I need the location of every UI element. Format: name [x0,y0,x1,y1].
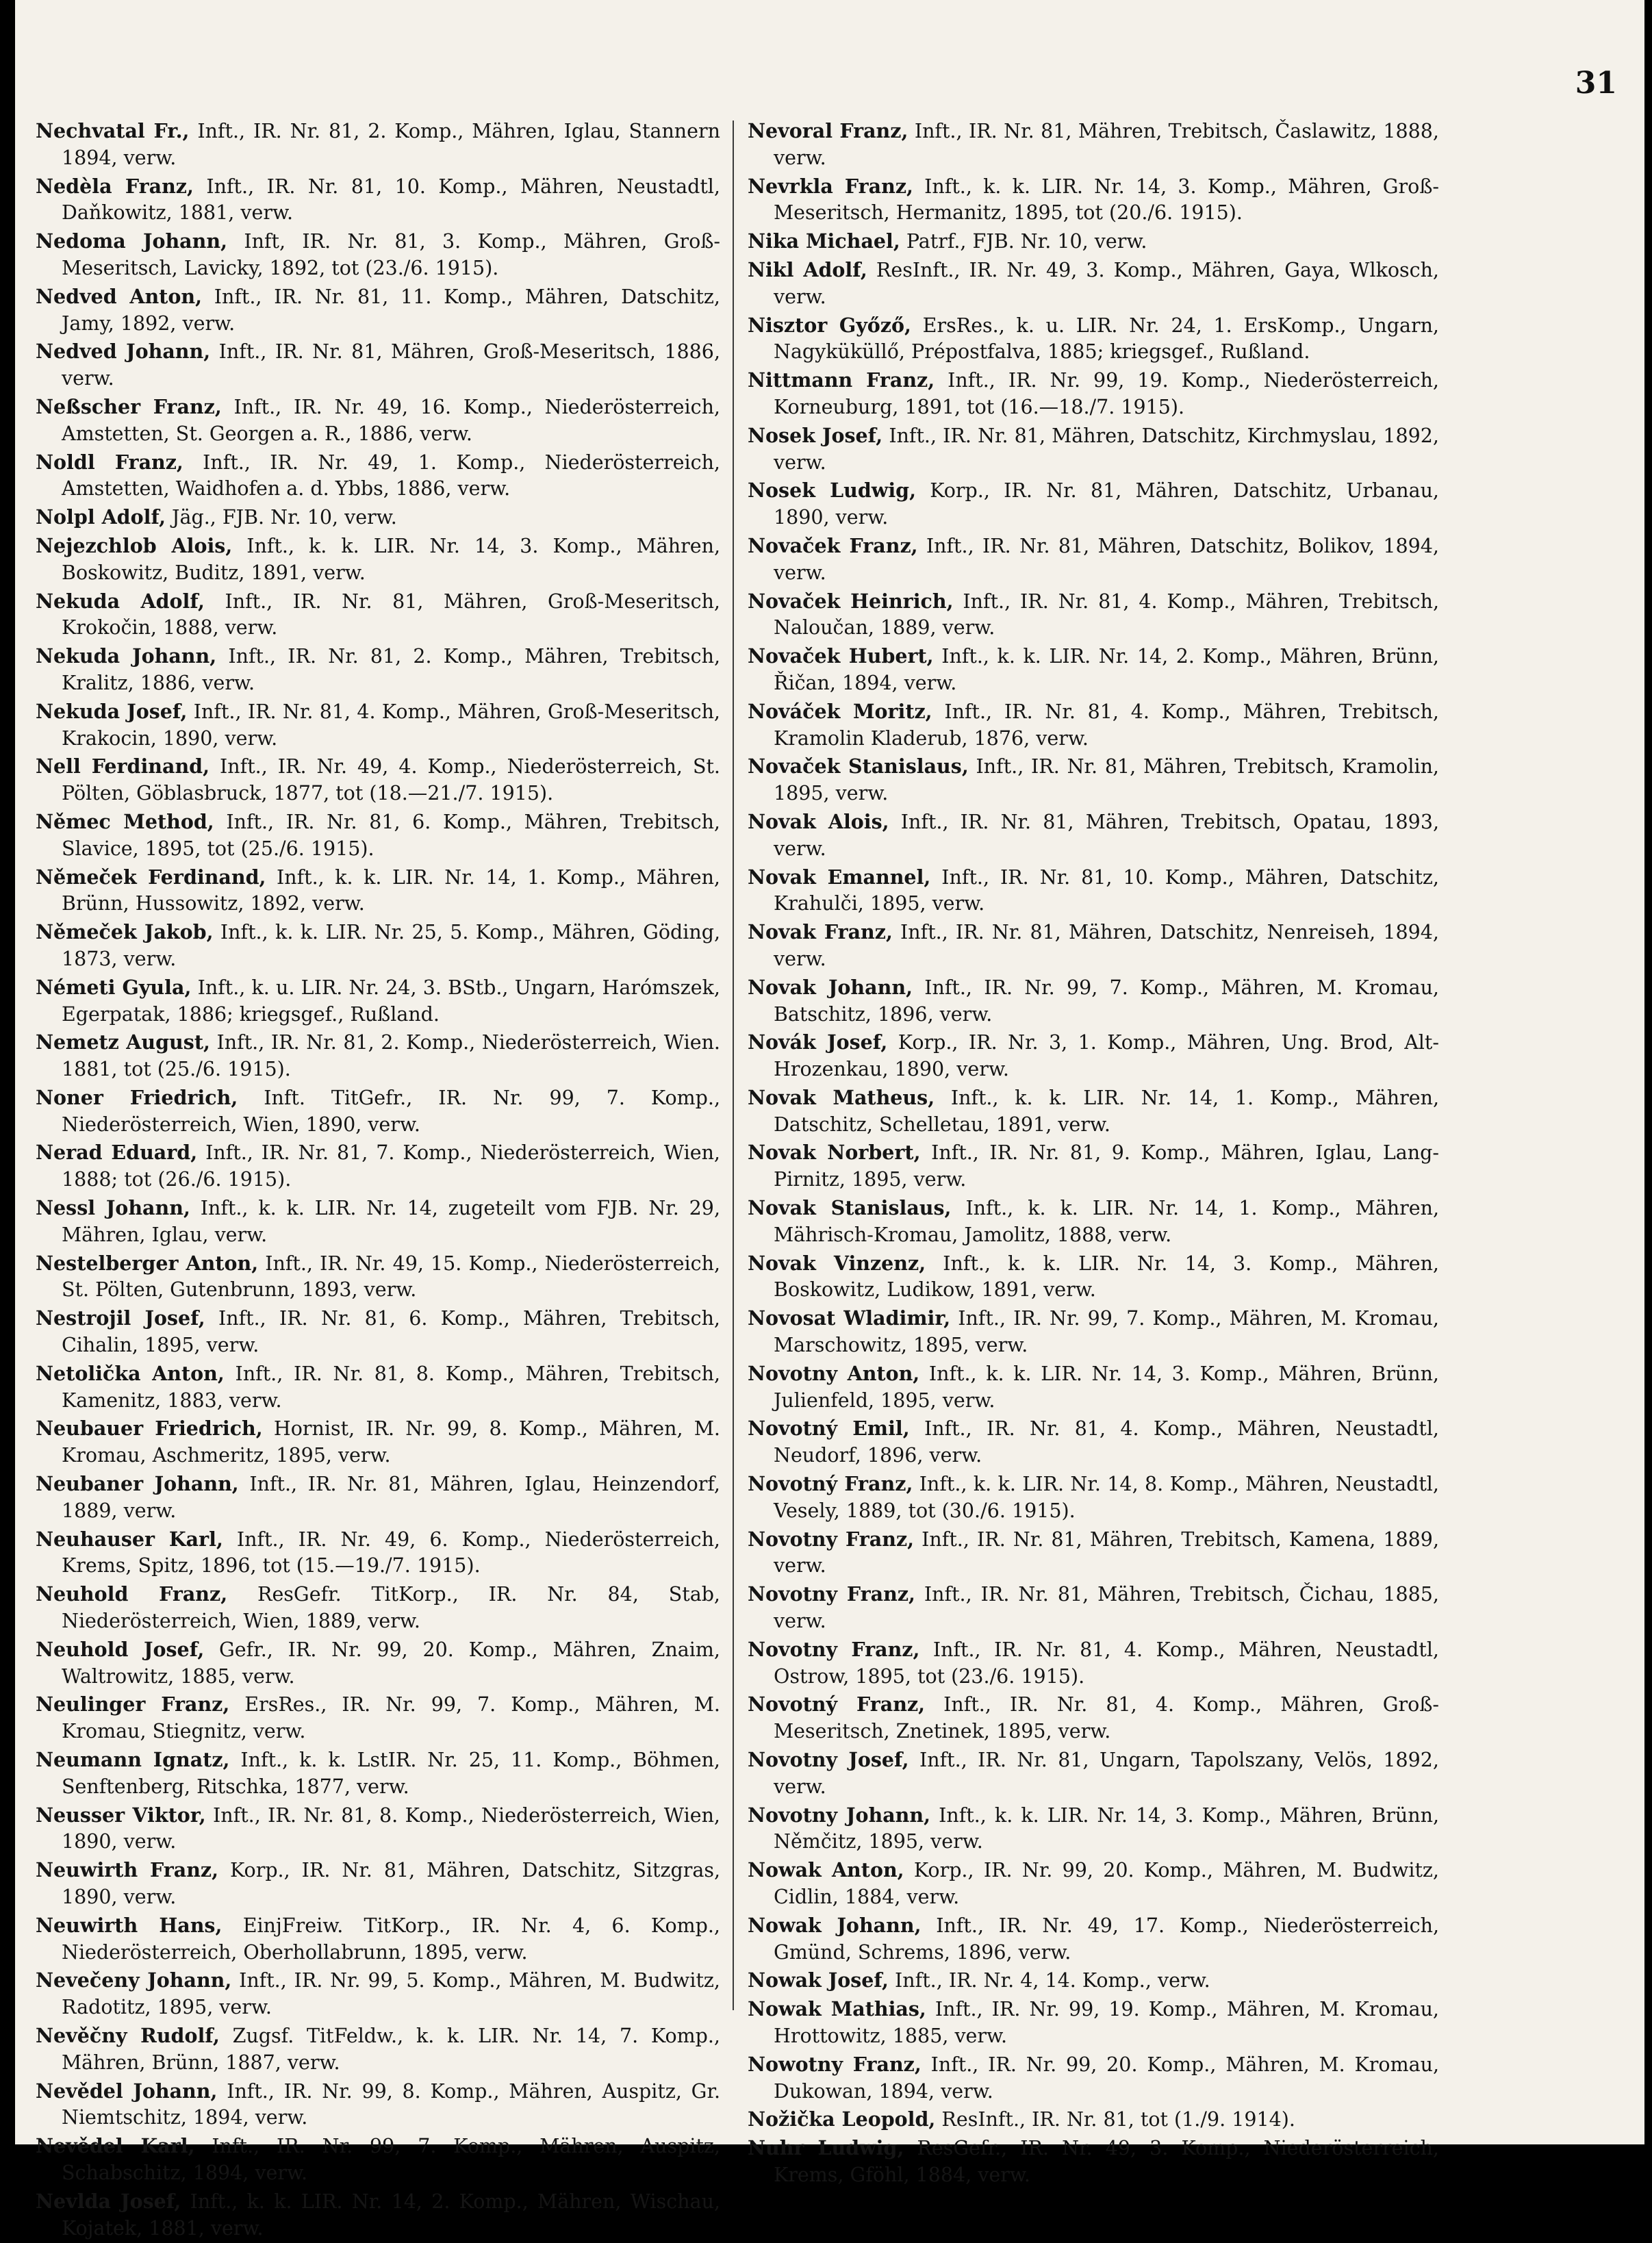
register-entry [36,1415,720,1469]
entry-details: Jäg., FJB. Nr. 10, verw. [166,506,397,529]
register-entry [36,449,720,503]
register-entry [36,1305,720,1359]
entry-name: Nowotny Franz, [748,2052,922,2076]
entry-name: Noldl Franz, [36,450,183,474]
register-entry [36,1029,720,1083]
entry-details: Inft., IR. Nr. 99, 8. Komp., Mähren, Auspitz, Gr. Niemtschitz, 1894, verw. [62,2079,721,2129]
entry-name: Nevoral Franz, [748,119,908,142]
entry-details: Inft, IR. Nr. 81, 3. Komp., Mähren, Groß-Meseritsch, Lavicky, 1892, tot (23./6. 1915). [62,230,721,279]
entry-details: EinjFreiw. TitKorp., IR. Nr. 4, 6. Komp., Niederösterreich, Oberhollabrunn, 1895, verw. [62,1914,720,1964]
register-entry [748,1636,1439,1690]
register-entry [748,422,1439,477]
register-entry [36,1250,720,1304]
register-entry [748,2135,1439,2189]
entry-name: Novotny Franz, [748,1582,915,1606]
entry-name: Nestrojil Josef, [36,1306,205,1330]
entry-details: Inft., IR. Nr. 81, Ungarn, Tapolszany, Velös, 1892, verw. [774,1749,1439,1798]
entry-name: Nožička Leopold, [748,2107,936,2131]
register-entry [748,1857,1439,1911]
entry-details: Inft., k. k. LIR. Nr. 14, 3. Komp., Mähren, Boskowitz, Ludikow, 1891, verw. [774,1252,1439,1302]
entry-details: Inft., IR. Nr. 81, 6. Komp., Mähren, Trebitsch, Slavice, 1895, tot (25./6. 1915). [62,810,720,860]
entry-details: Inft., IR. Nr. 99, 5. Komp., Mähren, M. Budwitz, Radotitz, 1895, verw. [62,1969,720,2019]
entry-name: Nuhr Ludwig, [748,2136,904,2160]
register-entry [748,643,1439,697]
entry-details: Inft., k. k. LIR. Nr. 14, 8. Komp., Mähren, Neustadtl, Vesely, 1889, tot (30./6. 1915). [774,1473,1439,1522]
entry-name: Nikl Adolf, [748,257,867,281]
entry-details: Inft., IR. Nr. 81, 8. Komp., Mähren, Trebitsch, Kamenitz, 1883, verw. [62,1362,720,1412]
register-entry [36,1581,720,1635]
register-entry [748,1912,1439,1966]
entry-details: Inft., IR. Nr. 49, 1. Komp., Niederösterreich, Amstetten, Waidhofen a. d. Ybbs, 1886, verw. [62,451,720,500]
entry-details: Korp., IR. Nr. 99, 20. Komp., Mähren, M. Budwitz, Cidlin, 1884, verw. [774,1859,1439,1908]
register-entry [36,698,720,752]
entry-name: Nejezchlob Alois, [36,533,233,557]
entry-details: Inft., k. k. LIR. Nr. 14, zugeteilt vom FJB. Nr. 29, Mähren, Iglau, verw. [62,1197,720,1246]
entry-name: Novak Alois, [748,809,889,833]
register-entry [748,1360,1439,1415]
entry-name: Neubaner Johann, [36,1472,239,1496]
register-entry [748,1195,1439,1249]
register-entry [36,118,720,172]
entry-name: Novotný Franz, [748,1472,913,1496]
register-entry [36,338,720,392]
entry-name: Novosat Wladimir, [748,1306,951,1330]
entry-details: ErsRes., k. u. LIR. Nr. 24, 1. ErsKomp., Ungarn, Nagyküküllő, Prépostfalva, 1885; kriegsgef., Rußland. [774,314,1439,364]
register-entry [36,588,720,642]
entry-details: Inft., k. k. LstIR. Nr. 25, 11. Komp., Böhmen, Senftenberg, Ritschka, 1877, verw. [62,1749,720,1798]
register-entry [36,753,720,807]
entry-details: ErsRes., IR. Nr. 99, 7. Komp., Mähren, M. Kromau, Stiegnitz, verw. [62,1693,720,1743]
entry-details: Inft., IR. Nr. 81, Mähren, Trebitsch, Kramolin, 1895, verw. [774,755,1439,805]
register-entry [36,394,720,448]
entry-details: Inft., IR. Nr. 81, 7. Komp., Niederösterreich, Wien, 1888; tot (26./6. 1915). [62,1141,720,1191]
entry-details: Inft., k. k. LIR. Nr. 14, 1. Komp., Mähren, Datschitz, Schelletau, 1891, verw. [774,1086,1440,1136]
register-entry [748,1085,1439,1139]
register-entry [748,1139,1439,1193]
entry-details: Inft., k. k. LIR. Nr. 14, 2. Komp., Mähren, Wischau, Kojatek, 1881, verw. [62,2190,720,2240]
register-entry [748,1967,1439,1994]
entry-name: Novaček Heinrich, [748,589,954,613]
entry-details: Inft., IR. Nr. 81, Mähren, Trebitsch, Časlawitz, 1888, verw. [774,120,1439,169]
register-entry [36,283,720,338]
entry-details: Inft., IR. Nr. 81, Mähren, Groß-Meseritsch, 1886, verw. [62,340,720,390]
entry-details: Inft., IR. Nr. 81, 4. Komp., Mähren, Neustadtl, Ostrow, 1895, tot (23./6. 1915). [774,1638,1439,1688]
entry-details: Inft., IR. Nr. 49, 17. Komp., Niederösterreich, Gmünd, Schrems, 1896, verw. [774,1914,1439,1964]
entry-name: Novotny Josef, [748,1748,909,1772]
entry-details: Zugsf. TitFeldw., k. k. LIR. Nr. 14, 7. Komp., Mähren, Brünn, 1887, verw. [62,2024,720,2074]
left-column [36,118,720,2243]
entry-name: Noner Friedrich, [36,1085,238,1109]
register-entry [748,477,1439,531]
entry-details: Inft., k. u. LIR. Nr. 24, 3. BStb., Ungarn, Harómszek, Egerpatak, 1886; kriegsgef., Rußland. [62,976,720,1026]
entry-name: Nedoma Johann, [36,229,228,253]
entry-details: Inft., IR. Nr. 81, 6. Komp., Mähren, Trebitsch, Cihalin, 1895, verw. [62,1307,720,1357]
entry-name: Nevědel Johann, [36,2079,218,2103]
entry-details: Inft., IR. Nr. 81, 4. Komp., Mähren, Trebitsch, Kramolin Kladerub, 1876, verw. [774,700,1439,750]
register-entry [748,257,1439,311]
entry-name: Nováček Moritz, [748,699,932,723]
entry-details: Inft., k. k. LIR. Nr. 14, 2. Komp., Mähren, Brünn, Řičan, 1894, verw. [774,645,1439,694]
entry-name: Nessl Johann, [36,1196,190,1220]
register-entry [36,1967,720,2021]
entry-details: Inft., IR. Nr. 81, 2. Komp., Niederösterreich, Wien. 1881, tot (25./6. 1915). [62,1031,720,1081]
register-entry [748,1471,1439,1525]
register-entry [36,1360,720,1415]
entry-details: Inft., k. k. LIR. Nr. 14, 3. Komp., Mähren, Brünn, Julienfeld, 1895, verw. [774,1362,1439,1412]
entry-name: Nedèla Franz, [36,174,194,198]
register-entry [36,1691,720,1745]
register-entry [36,2023,720,2077]
entry-name: Németi Gyula, [36,975,192,999]
entry-details: Inft., k. k. LIR. Nr. 14, 3. Komp., Mähren, Brünn, Němčitz, 1895, verw. [774,1803,1440,1853]
register-entry [748,533,1439,587]
register-entry [748,753,1439,807]
entry-details: Inft., IR. Nr. 4, 14. Komp., verw. [888,1969,1210,1992]
entry-details: Inft., k. k. LIR. Nr. 14, 3. Komp., Mähren, Groß-Meseritsch, Hermanitz, 1895, tot (20./6. 1915). [774,175,1439,225]
register-entry [748,1802,1439,1856]
entry-details: Inft., IR. Nr. 81, Mähren, Datschitz, Nenreiseh, 1894, verw. [774,921,1439,970]
entry-details: Inft., IR. Nr. 81, Mähren, Trebitsch, Čichau, 1885, verw. [774,1583,1439,1633]
entry-details: Inft., IR. Nr. 99, 19. Komp., Niederösterreich, Korneuburg, 1891, tot (16.—18./7. 1915). [774,369,1439,418]
entry-details: Inft., IR. Nr. 99, 20. Komp., Mähren, M. Kromau, Dukowan, 1894, verw. [774,2053,1440,2103]
entry-name: Novotný Franz, [748,1693,926,1716]
register-entry [748,173,1439,227]
entry-name: Nedved Anton, [36,284,202,308]
entry-details: Inft., IR. Nr. 81, 4. Komp., Mähren, Trebitsch, Naloučan, 1889, verw. [774,590,1440,639]
register-entry [36,1636,720,1690]
entry-name: Novak Matheus, [748,1085,935,1109]
entry-name: Nevěčny Rudolf, [36,2023,220,2047]
entry-details: Inft., IR. Nr. 81, Mähren, Trebitsch, Opatau, 1893, verw. [774,810,1440,860]
entry-name: Neuhold Josef, [36,1637,205,1661]
entry-name: Neusser Viktor, [36,1803,206,1827]
register-entry [36,2188,720,2242]
register-entry [748,1747,1439,1801]
entry-details: Korp., IR. Nr. 3, 1. Komp., Mähren, Ung. Brod, Alt-Hrozenkau, 1890, verw. [774,1031,1439,1081]
entry-name: Novotny Franz, [748,1527,915,1551]
register-entry [36,504,720,531]
register-entry [36,1857,720,1911]
entry-details: Inft., IR. Nr. 81, Mähren, Iglau, Heinzendorf, 1889, verw. [62,1473,720,1522]
entry-details: Patrf., FJB. Nr. 10, verw. [900,230,1147,253]
entry-name: Němec Method, [36,809,214,833]
entry-name: Němeček Ferdinand, [36,865,266,889]
entry-name: Nedved Johann, [36,340,211,364]
register-entry [36,1139,720,1193]
entry-name: Netolička Anton, [36,1361,225,1385]
register-entry [748,919,1439,973]
entry-name: Nosek Josef, [748,423,883,447]
entry-name: Nerad Eduard, [36,1141,198,1165]
entry-details: Inft., IR. Nr. 49, 6. Komp., Niederösterreich, Krems, Spitz, 1896, tot (15.—19./7. 1915). [62,1528,720,1577]
entry-name: Novak Vinzenz, [748,1251,926,1275]
entry-details: Inft., IR. Nr. 49, 15. Komp., Niederösterreich, St. Pölten, Gutenbrunn, 1893, verw. [62,1252,721,1302]
register-entry [748,1996,1439,2050]
register-entry [748,809,1439,863]
entry-details: Inft., IR. Nr. 49, 16. Komp., Niederösterreich, Amstetten, St. Georgen a. R., 1886, verw. [62,395,720,445]
entry-name: Nowak Josef, [748,1968,889,1992]
entry-name: Nolpl Adolf, [36,505,166,529]
entry-details: Inft., IR. Nr. 49, 4. Komp., Niederösterreich, St. Pölten, Göblasbruck, 1877, tot (18.—21./7. 1915). [62,755,720,805]
entry-name: Nevlda Josef, [36,2189,181,2213]
entry-name: Novaček Stanislaus, [748,755,969,778]
entry-details: Inft., IR. Nr. 99, 7. Komp., Mähren, Auspitz, Schabschitz, 1894, verw. [62,2135,721,2184]
entry-name: Nekuda Josef, [36,699,188,723]
entry-name: Nowak Anton, [748,1858,904,1882]
entry-name: Novotný Emil, [748,1417,910,1441]
entry-details: Gefr., IR. Nr. 99, 20. Komp., Mähren, Znaim, Waltrowitz, 1885, verw. [62,1638,720,1688]
entry-details: Inft., k. k. LIR. Nr. 14, 1. Komp., Mähren, Brünn, Hussowitz, 1892, verw. [62,865,720,915]
register-entry [748,1581,1439,1635]
book-page [15,0,1644,2240]
entry-name: Nittmann Franz, [748,368,935,392]
entry-name: Neuwirth Franz, [36,1858,219,1882]
entry-details: Inft., IR. Nr. 81, 2. Komp., Mähren, Iglau, Stannern 1894, verw. [62,120,720,169]
register-entry [748,2106,1439,2133]
entry-name: Neumann Ignatz, [36,1748,230,1772]
entry-details: Inft., IR. Nr. 99, 7. Komp., Mähren, M. Kromau, Batschitz, 1896, verw. [774,976,1439,1026]
page-number: 31 [1575,66,1617,101]
entry-details: Inft., IR. Nr. 99, 19. Komp., Mähren, M. Kromau, Hrottowitz, 1885, verw. [774,1998,1439,2047]
entry-details: Inft., IR. Nr. 81, 10. Komp., Mähren, Neustadtl, Daňkowitz, 1881, verw. [62,175,720,225]
entry-details: Inft., IR. Nr. 81, 4. Komp., Mähren, Groß-Meseritsch, Krakocin, 1890, verw. [62,700,720,750]
entry-name: Novotny Franz, [748,1637,920,1661]
entry-name: Novak Johann, [748,975,913,999]
register-entry [36,919,720,973]
entry-name: Nemetz August, [36,1030,210,1054]
register-entry [748,312,1439,366]
entry-name: Nell Ferdinand, [36,755,210,778]
entry-name: Novak Franz, [748,920,893,944]
register-entry [36,1912,720,1966]
entry-details: Korp., IR. Nr. 81, Mähren, Datschitz, Sitzgras, 1890, verw. [62,1859,721,1908]
entry-name: Novotny Johann, [748,1803,931,1827]
entry-name: Novotny Anton, [748,1361,920,1385]
entry-details: Inft., k. k. LIR. Nr. 14, 1. Komp., Mähren, Mährisch-Kromau, Jamolitz, 1888, verw. [774,1197,1440,1246]
register-entry [36,643,720,697]
register-entry [36,2078,720,2132]
entry-details: Inft., IR. Nr. 81, 10. Komp., Mähren, Datschitz, Krahulči, 1895, verw. [774,865,1439,915]
register-entry [748,1691,1439,1745]
entry-details: Inft., IR. Nr. 81, Mähren, Trebitsch, Kamena, 1889, verw. [774,1528,1439,1577]
entry-details: Inft., IR. Nr. 81, 4. Komp., Mähren, Groß-Meseritsch, Znetinek, 1895, verw. [774,1693,1439,1743]
entry-details: Inft., IR. Nr. 81, 11. Komp., Mähren, Datschitz, Jamy, 1892, verw. [62,285,720,335]
register-entry [748,1415,1439,1469]
entry-details: ResInft., IR. Nr. 49, 3. Komp., Mähren, Gaya, Wlkosch, verw. [774,258,1439,308]
entry-name: Novák Josef, [748,1030,888,1054]
entry-name: Nevrkla Franz, [748,174,913,198]
register-entry [36,864,720,918]
entry-details: Inft., IR. Nr. 81, 9. Komp., Mähren, Iglau, Lang-Pirnitz, 1895, verw. [774,1141,1439,1191]
entry-name: Nosek Ludwig, [748,479,916,503]
register-entry [36,1802,720,1856]
entry-name: Neubauer Friedrich, [36,1417,263,1441]
entry-details: Inft., k. k. LIR. Nr. 25, 5. Komp., Mähren, Göding, 1873, verw. [62,921,721,970]
entry-name: Neuwirth Hans, [36,1913,223,1937]
entry-name: Novak Stanislaus, [748,1196,952,1220]
right-column [748,118,1439,2190]
register-entry [36,2133,720,2187]
entry-details: Hornist, IR. Nr. 99, 8. Komp., Mähren, M. Kromau, Aschmeritz, 1895, verw. [62,1417,720,1467]
register-entry [36,1526,720,1580]
register-entry [748,1250,1439,1304]
entry-name: Novaček Franz, [748,533,918,557]
entry-details: ResGefr., IR. Nr. 49, 3. Komp., Niederösterreich, Krems, Gföhl, 1884, verw. [774,2137,1439,2186]
entry-name: Nevečeny Johann, [36,1968,232,1992]
entry-details: Korp., IR. Nr. 81, Mähren, Datschitz, Urbanau, 1890, verw. [774,479,1439,529]
register-entry [36,1471,720,1525]
register-entry [748,1305,1439,1359]
entry-details: Inft., IR. Nr. 81, Mähren, Groß-Meseritsch, Krokočin, 1888, verw. [62,590,720,639]
entry-details: Inft., IR. Nr. 81, 2. Komp., Mähren, Trebitsch, Kralitz, 1886, verw. [62,645,721,694]
entry-details: Inft., IR. Nr. 81, Mähren, Datschitz, Bolikov, 1894, verw. [774,534,1439,584]
register-entry [36,533,720,587]
entry-name: Nevědel Karl, [36,2134,195,2158]
entry-details: ResInft., IR. Nr. 81, tot (1./9. 1914). [935,2108,1295,2131]
register-entry [748,974,1439,1028]
entry-name: Nowak Mathias, [748,1997,926,2021]
register-entry [36,809,720,863]
register-entry [36,173,720,227]
register-entry [748,367,1439,421]
register-entry [748,118,1439,172]
register-entry [748,2051,1439,2105]
entry-name: Nechvatal Fr., [36,119,190,142]
register-entry [36,228,720,282]
entry-name: Němeček Jakob, [36,920,214,944]
column-divider [733,121,734,2010]
register-entry [36,974,720,1028]
entry-name: Nekuda Adolf, [36,589,205,613]
entry-name: Neuhold Franz, [36,1582,228,1606]
register-entry [748,1526,1439,1580]
entry-name: Neuhauser Karl, [36,1527,223,1551]
entry-name: Novak Norbert, [748,1141,921,1165]
register-entry [748,864,1439,918]
entry-details: ResGefr. TitKorp., IR. Nr. 84, Stab, Niederösterreich, Wien, 1889, verw. [62,1583,720,1633]
entry-name: Nisztor Győző, [748,313,911,337]
entry-name: Nika Michael, [748,229,900,253]
entry-details: Inft., IR. Nr. 81, Mähren, Datschitz, Kirchmyslau, 1892, verw. [774,424,1439,474]
entry-details: Inft. TitGefr., IR. Nr. 99, 7. Komp., Niederösterreich, Wien, 1890, verw. [62,1086,721,1136]
entry-name: Novak Emannel, [748,865,931,889]
entry-name: Nowak Johann, [748,1913,922,1937]
register-entry [36,1747,720,1801]
entry-name: Neulinger Franz, [36,1693,230,1716]
register-entry [36,1085,720,1139]
entry-details: Inft., k. k. LIR. Nr. 14, 3. Komp., Mähren, Boskowitz, Buditz, 1891, verw. [62,534,720,584]
entry-name: Nestelberger Anton, [36,1251,259,1275]
register-entry [748,1029,1439,1083]
register-entry [748,228,1439,255]
entry-details: Inft., IR. Nr. 81, 8. Komp., Niederösterreich, Wien, 1890, verw. [62,1803,720,1853]
entry-name: Novaček Hubert, [748,644,934,668]
entry-name: Nekuda Johann, [36,644,217,668]
entry-details: Inft., IR. Nr. 81, 4. Komp., Mähren, Neustadtl, Neudorf, 1896, verw. [774,1417,1439,1467]
entry-name: Neßscher Franz, [36,394,222,418]
entry-details: Inft., IR. Nr. 99, 7. Komp., Mähren, M. Kromau, Marschowitz, 1895, verw. [774,1307,1439,1357]
register-entry [748,698,1439,752]
register-entry [36,1195,720,1249]
register-entry [748,588,1439,642]
